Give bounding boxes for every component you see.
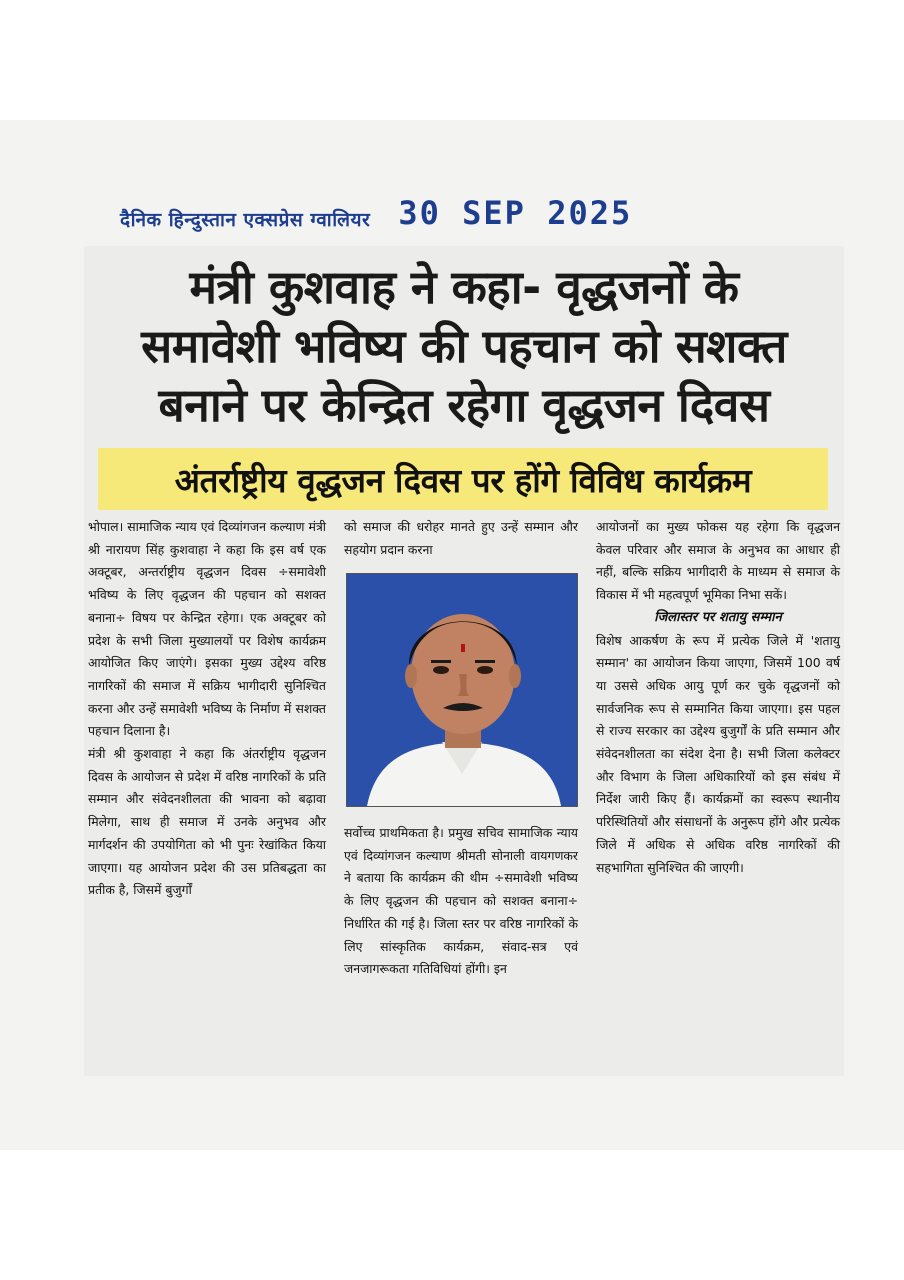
subheadline: अंतर्राष्ट्रीय वृद्धजन दिवस पर होंगे विविध कार्यक्रम: [98, 448, 828, 510]
article-column-2-bottom: [344, 822, 578, 981]
article-column-3: [596, 516, 840, 879]
paragraph: मंत्री श्री कुशवाहा ने कहा कि अंतर्राष्ट्रीय वृद्धजन दिवस के आयोजन से प्रदेश में वरिष्ठ नागरिकों के प्रति सम्मान और संवेदनशीलता की भावना को बढ़ावा मिलेगा, साथ ही समाज में उनके अनुभव और मार्गदर्शन की उपयोगिता को भी पुनः रेखांकित किया जाएगा। यह आयोजन प्रदेश की उस प्रतिबद्धता का प्रतीक है, जिसमें बुजुर्गों: [88, 746, 326, 898]
article-column-1: [88, 516, 326, 902]
date-stamp: 30 SEP 2025: [398, 194, 633, 232]
article-column-2-top: [344, 516, 578, 561]
headline-line-3: बनाने पर केन्द्रित रहेगा वृद्धजन दिवस: [158, 378, 770, 432]
paragraph: भोपाल। सामाजिक न्याय एवं दिव्यांगजन कल्याण मंत्री श्री नारायण सिंह कुशवाहा ने कहा कि इस वर्ष एक अक्टूबर, अन्तर्राष्ट्रीय वृद्धजन दिवस ÷समावेशी भविष्य के लिए वृद्धजन की पहचान को सशक्त बनाना÷ विषय पर केन्द्रित रहेगा। एक अक्टूबर को प्रदेश के सभी जिला मुख्यालयों पर विशेष कार्यक्रम आयोजित किए जाएंगे। इसका मुख्य उद्देश्य वरिष्ठ नागरिकों की समाज में सक्रिय भागीदारी सुनिश्चित करना और उन्हें समावेशी भविष्य के निर्माण में सशक्त पहचान दिलाना है।: [88, 519, 326, 739]
headline-line-2: समावेशी भविष्य की पहचान को सशक्त: [141, 319, 787, 373]
masthead: [120, 192, 632, 232]
section-subheading: जिलास्तर पर शतायु सम्मान: [654, 609, 782, 625]
headline: [96, 258, 832, 435]
paragraph: विशेष आकर्षण के रूप में प्रत्येक जिले में 'शतायु सम्मान' का आयोजन किया जाएगा, जिसमें 100 वर्ष या उससे अधिक आयु पूर्ण कर चुके वृद्धजनों को सार्वजनिक रूप से सम्मानित किया जाएगा। इस पहल से राज्य सरकार का उद्देश्य बुजुर्गों के प्रति सम्मान और संवेदनशीलता का संदेश देना है। सभी जिला कलेक्टर और विभाग के जिला अधिकारियों को इस संबंध में निर्देश जारी किए हैं। कार्यक्रमों का स्वरूप स्थानीय परिस्थितियों और संसाधनों के अनुरूप होंगे और प्रत्येक जिले में अधिक से अधिक वरिष्ठ नागरिकों की सहभागिता सुनिश्चित की जाएगी।: [596, 632, 840, 875]
paragraph: सर्वोच्च प्राथमिकता है। प्रमुख सचिव सामाजिक न्याय एवं दिव्यांगजन कल्याण श्रीमती सोनाली वायगणकर ने बताया कि कार्यक्रम की थीम ÷समावेशी भविष्य के लिए वृद्धजन की पहचान को सशक्त बनाना÷ निर्धारित की गई है। जिला स्तर पर वरिष्ठ नागरिकों के लिए सांस्कृतिक कार्यक्रम, संवाद-सत्र एवं जनजागरूकता गतिविधियां होंगी। इन: [344, 825, 578, 977]
portrait-illustration: [347, 574, 577, 806]
paragraph: को समाज की धरोहर मानते हुए उन्हें सम्मान और सहयोग प्रदान करना: [344, 519, 578, 557]
newspaper-name: दैनिक हिन्दुस्तान एक्सप्रेस ग्वालियर: [120, 209, 371, 231]
headline-line-1: मंत्री कुशवाह ने कहा- वृद्धजनों के: [189, 260, 739, 314]
minister-photo: [346, 573, 578, 807]
paragraph: आयोजनों का मुख्य फोकस यह रहेगा कि वृद्धजन केवल परिवार और समाज के अनुभव का आधार ही नहीं, बल्कि सक्रिय भागीदारी के माध्यम से समाज के विकास में भी महत्वपूर्ण भूमिका निभा सकें।: [596, 519, 840, 603]
